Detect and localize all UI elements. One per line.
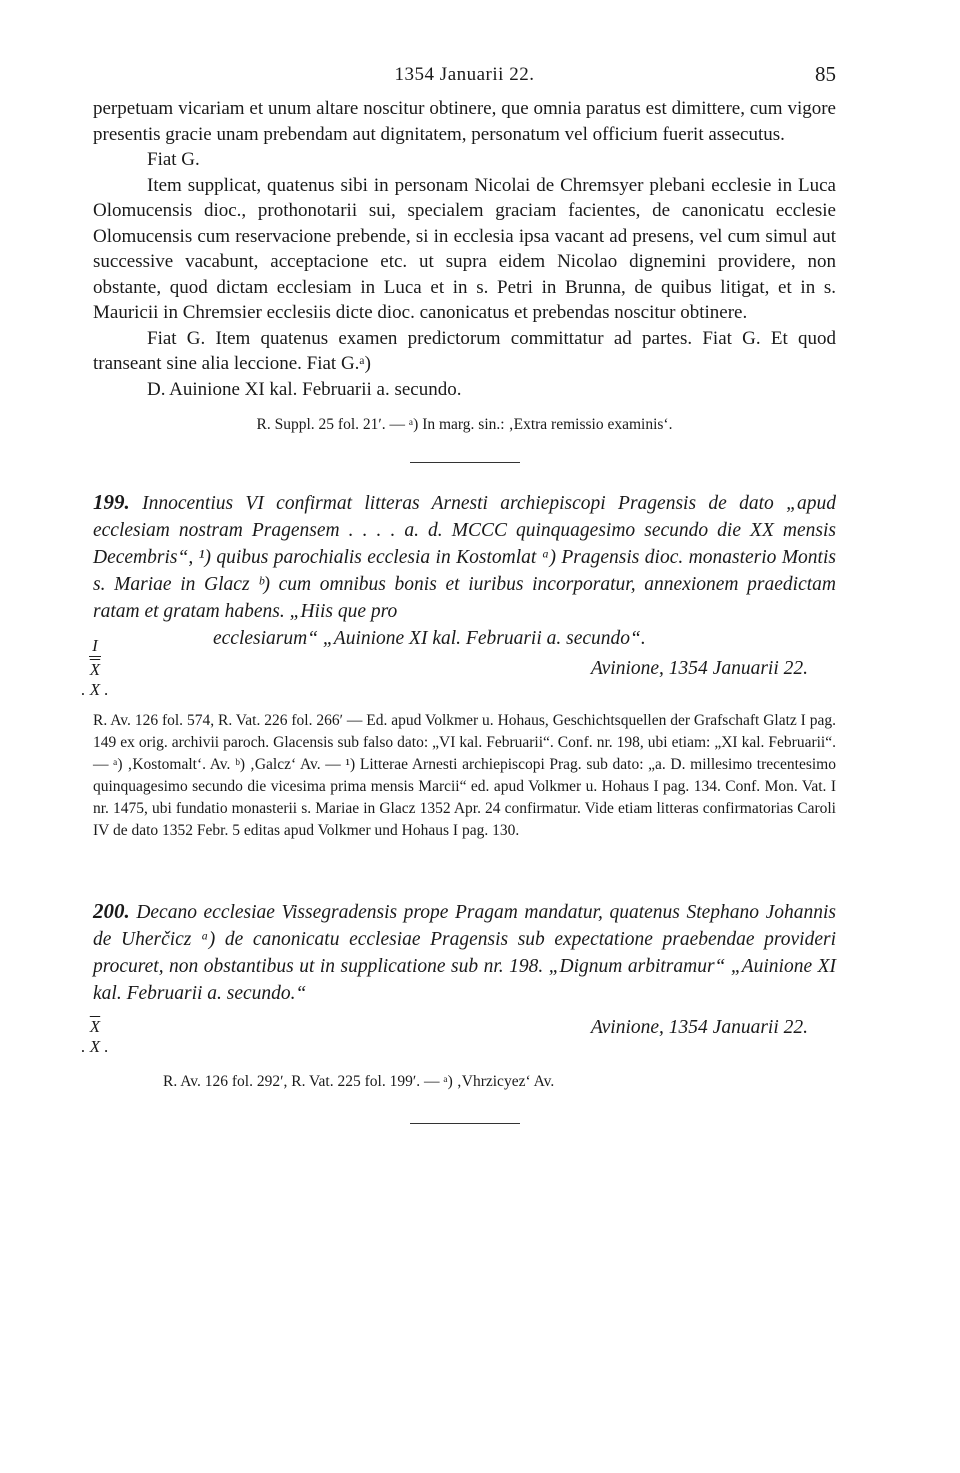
registry-mark: $\overline{X}$ <box>89 660 101 679</box>
section-divider <box>410 1123 520 1124</box>
section-divider <box>410 462 520 463</box>
place-date: Avinione, 1354 Januarii 22. <box>590 658 808 679</box>
paragraph: Item supplicat, quatenus sibi in personam Nicolai de Chremsyer plebani ecclesie in Luca Olomucensis dioc., prothonotarii sui, specialem graciam facientes, de canonicatu ecclesie Olomucensis cum reservacione prebende, si in ecclesia ipsa vacant ad presens, vel cum simul aut successive vacabunt, acceptacione etc. ut supra eidem Nicolao dignemini providere, non obstante, quod dictam ecclesiam in Luca et in s. Petri in Brunna, de quibus litigat, et in s. Mauricii in Chremsier ecclesiis dicte dioc. canonicatus et prebendas noscitur obtinere. <box>93 174 836 323</box>
paragraph: Fiat G. <box>147 149 200 170</box>
regest-199 <box>93 489 836 652</box>
regest-text: Innocentius VI confirmat litteras Arnesti archiepiscopi Pragensis de dato „apud ecclesiam nostram Pragensem . . . . a. d. MCCC quinquagesimo secundo die XX mensis Decembris“, ¹) quibus parochialis ecclesia in Kostomlat ᵃ) Pragensis dioc. monasterio Montis s. Mariae in Glacz ᵇ) cum omnibus bonis et iuribus incorporatur, annexionem praedictam ratam et gratam habens. „Hiis que pro <box>93 493 836 622</box>
regest-200 <box>93 898 836 1007</box>
running-title: 1354 Januarii 22. <box>394 64 535 85</box>
dateline-200 <box>81 1017 836 1071</box>
paragraph: perpetuam vicariam et unum altare noscitur obtinere, que omnia paratus est dimittere, cum vigore presentis gracie unam prebendam aut dignitatem, personatum vel officium fuerit assecutus. <box>93 98 836 145</box>
document-number: 200. <box>93 899 130 923</box>
regest-text-end: ecclesiarum“ „Auinione XI kal. Februarii a. secundo“. <box>213 628 646 649</box>
source-note: R. Suppl. 25 fol. 21ʹ. — ᵃ) In marg. sin.: ‚Extra remissio examinis‘. <box>256 416 673 433</box>
registry-mark: I <box>92 636 98 655</box>
registry-mark: . X . <box>81 680 109 699</box>
registry-mark: . X . <box>81 1037 109 1056</box>
previous-document-text <box>93 96 836 402</box>
place-date: Avinione, 1354 Januarii 22. <box>590 1017 808 1038</box>
document-number: 199. <box>93 490 130 514</box>
page-header <box>93 62 836 96</box>
registry-mark: $\overline{X}$ <box>89 1017 101 1036</box>
apparatus-notes: R. Av. 126 fol. 292ʹ, R. Vat. 225 fol. 199ʹ. — ᵃ) ‚Vhrzicyez‘ Av. <box>163 1073 555 1090</box>
notes-200 <box>93 1071 836 1093</box>
registry-marks <box>75 636 115 700</box>
apparatus-notes: R. Av. 126 fol. 574, R. Vat. 226 fol. 266ʹ — Ed. apud Volkmer u. Hohaus, Geschichtsquellen der Grafschaft Glatz I pag. 149 ex orig. archivii paroch. Glacensis sub falso dato: „VI kal. Februarii“. Conf. nr. 198, ubi etiam: „XI kal. Februarii“. — ᵃ) ‚Kostomalt‘. Av. ᵇ) ‚Galcz‘ Av. — ¹) Litterae Arnesti archiepiscopi Prag. sub dato: „a. D. millesimo trecentesimo quinquagesimo secundo die vicesima prima mensis Marcii“ ed. apud Volkmer u. Hohaus I pag. 134. Conf. Mon. Vat. I nr. 1475, ubi fundatio monasterii s. Mariae in Glacz 1352 Apr. 24 confirmatur. Vide etiam litteras confirmatorias Caroli IV de dato 1352 Febr. 5 editas apud Volkmer und Hohaus I pag. 130. <box>93 712 836 839</box>
paragraph: Fiat G. Item quatenus examen predictorum committatur ad partes. Fiat G. Et quod transeant sine alia leccione. Fiat G.ᵃ) <box>93 327 836 374</box>
document-page <box>81 62 836 1150</box>
dating-line: D. Auinione XI kal. Februarii a. secundo. <box>147 378 462 400</box>
regest-text: Decano ecclesiae Vissegradensis prope Pragam mandatur, quatenus Stephano Johannis de Uherčicz ᵃ) de canonicatu ecclesiae Pragensis sub expectatione praebendae provideri procuret, non obstantibus ut in supplicatione sub nr. 198. „Dignum arbitramur“ „Auinione XI kal. Februarii a. secundo.“ <box>93 902 836 1004</box>
page-number: 85 <box>815 62 836 86</box>
registry-marks <box>75 1017 115 1057</box>
spacer <box>93 842 836 898</box>
notes-199 <box>93 710 836 842</box>
